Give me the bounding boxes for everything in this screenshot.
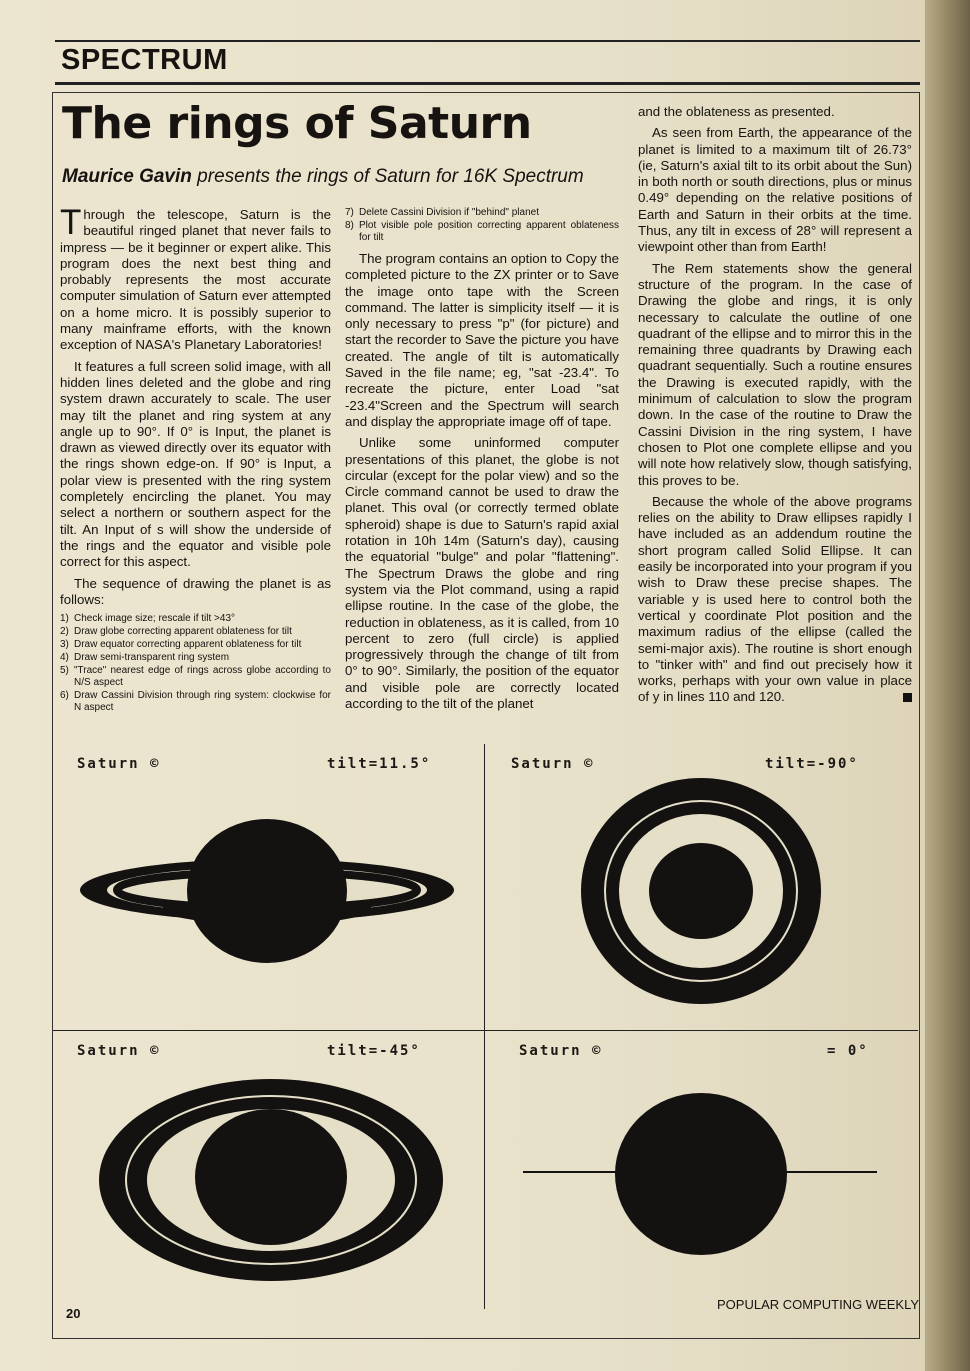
drawing-steps-list-continued: [345, 207, 619, 244]
section-header: [55, 40, 920, 85]
planet-globe: [615, 1093, 787, 1255]
step-number: 4): [60, 652, 69, 664]
step-text: Check image size; rescale if tilt >43°: [74, 613, 236, 625]
paragraph-text: hrough the telescope, Saturn is the beautiful ringed planet that never fails to impress — be it beginner or expert alike. This program does the next best thing and probably represents the most accurate computer simulation of Saturn ever attempted on a home micro. It is possibly superior to many mainframe efforts, with the known exception of NASA's Planetary Laboratories!: [60, 207, 331, 353]
list-item: [60, 613, 331, 625]
page-spine-shadow: [925, 0, 970, 1371]
article-column-1: [60, 203, 331, 715]
screen-label-tilt: = 0°: [827, 1043, 869, 1059]
screen-label-name: Saturn ©: [77, 756, 161, 772]
planet-globe: [649, 843, 753, 939]
list-item: [60, 639, 331, 651]
step-number: 1): [60, 613, 69, 625]
step-number: 2): [60, 626, 69, 638]
paragraph: The sequence of drawing the planet is as follows:: [60, 575, 331, 607]
byline-text: presents the rings of Saturn for 16K Spectrum: [191, 166, 584, 187]
screen-label-name: Saturn ©: [77, 1043, 161, 1059]
list-item: [345, 207, 619, 219]
planet-globe: [195, 1109, 347, 1245]
screenshot-tilt-minus-90: [485, 744, 915, 1029]
screen-label-tilt: tilt=-90°: [765, 756, 859, 772]
article-byline: [62, 166, 584, 188]
screenshot-tilt-11-5: [53, 744, 483, 1029]
paragraph: [60, 203, 331, 354]
paragraph: The program contains an option to Copy the completed picture to the ZX printer or to Save the image onto tape with the Screen command. The latter is simplicity itself — it is only necessary to press "p" (for picture) and start the recorder to Save the picture you have created. The angle of tilt is automatically Saved in the file name; eg, "sat -23.4". To recreate the picture, enter Load "sat -23.4"Screen and the Spectrum will search and display the appropriate image off of tape.: [345, 251, 619, 429]
paragraph-text: Because the whole of the above programs relies on the ability to Draw ellipses rapidly I have included as an addendum routine the short program called Solid Ellipse. It can easily be incorporated into your program if you wish to Draw these precise shapes. The variable y is used here to control both the vertical y coordinate Plot position and the maximum radius of the ellipse (called the semi-major axis). The routine is short enough to "tinker with" and find out precisely how it works, perhaps with your own value in place of y in lines 110 and 120.: [638, 493, 912, 705]
paragraph: [638, 494, 912, 706]
screen-label-name: Saturn ©: [519, 1043, 603, 1059]
step-number: 5): [60, 665, 69, 677]
paragraph: As seen from Earth, the appearance of the planet is limited to a maximum tilt of 26.73° (ie, Saturn's axial tilt to its orbit about the Sun) in both north or south directions, plus or minus 0.49° depending on the relative positions of Earth and Saturn in their orbits at the time. Thus, any tilt in excess of 28° will represent a viewpoint other than from Earth!: [638, 125, 912, 255]
article-column-2: [345, 207, 619, 717]
step-number: 3): [60, 639, 69, 651]
saturn-polar-image: [485, 744, 915, 1029]
list-item: [60, 652, 331, 664]
drawing-steps-list: [60, 613, 331, 714]
saturn-screenshots-grid: [53, 744, 918, 1309]
planet-globe: [187, 819, 347, 963]
saturn-tilted-45-image: [53, 1031, 483, 1309]
step-number: 6): [60, 690, 69, 702]
paragraph: and the oblateness as presented.: [638, 104, 835, 119]
step-text: Draw semi-transparent ring system: [74, 652, 230, 664]
end-of-article-square-icon: [903, 693, 912, 702]
step-text: Draw Cassini Division through ring system: clockwise for N aspect: [74, 690, 331, 714]
screen-label-tilt: tilt=11.5°: [327, 756, 432, 772]
step-number: 7): [345, 207, 354, 218]
section-title: SPECTRUM: [61, 44, 228, 76]
article-column-3: [638, 104, 912, 711]
step-text: Plot visible pole position correcting apparent oblateness for tilt: [359, 220, 619, 243]
list-item: [60, 690, 331, 714]
article-title: The rings of Saturn: [62, 98, 532, 149]
screen-label-tilt: tilt=-45°: [327, 1043, 421, 1059]
screenshot-tilt-0: [485, 1031, 915, 1316]
drop-cap: T: [60, 203, 82, 242]
paragraph: It features a full screen solid image, with all hidden lines deleted and the globe and ring system drawn accurately to scale. The user may tilt the planet and ring system at any angle up to 90°. If 0° is Input, the planet is drawn as viewed directly over its equator with the rings shown edge-on. If 90° is Input, a polar view is presented with the ring system completely encircling the planet. You may select a northern or southern aspect for the tilt. An Input of s will show the underside of the rings and the equator and visible pole correct for this aspect.: [60, 358, 331, 570]
saturn-tilted-image: [53, 744, 483, 1029]
list-item: [345, 220, 619, 244]
step-text: Draw globe correcting apparent oblateness for tilt: [74, 626, 292, 638]
publication-name: POPULAR COMPUTING WEEKLY: [717, 1297, 920, 1312]
page-number: 20: [66, 1306, 81, 1321]
author-name: Maurice Gavin: [62, 166, 192, 187]
screenshot-tilt-minus-45: [53, 1031, 483, 1316]
step-number: 8): [345, 220, 354, 231]
list-item: [60, 626, 331, 638]
saturn-edge-on-image: [485, 1031, 915, 1309]
step-text: Delete Cassini Division if "behind" planet: [359, 207, 539, 218]
step-text: Draw equator correcting apparent oblateness for tilt: [74, 639, 302, 651]
paragraph: The Rem statements show the general structure of the program. In the case of Drawing the globe and rings, it is only necessary to calculate the outline of one quadrant of the ellipse and to mirror this in the remaining three quadrants by Drawing each quadrant sequentially. Such a routine ensures the Drawing is executed rapidly, with the minimum of calculation to slow the program down. In the case of the routine to Draw the Cassini Division in the ring system, I have chosen to Plot one complete ellipse and you will note how relatively slow, though satisfying, this proves to be.: [638, 260, 912, 488]
list-item: [60, 665, 331, 689]
paragraph: Unlike some uninformed computer presentations of this planet, the globe is not circular (except for the polar view) and so the Circle command cannot be used to draw the planet. This oval (or correctly termed oblate spheroid) shape is due to Saturn's rapid axial rotation in 10h 14m (Saturn's day), causing the equatorial "bulge" and polar "flattening". The Spectrum Draws the globe and ring system via the Plot command, using a rapid ellipse routine. In the case of the globe, the reduction in oblateness, as it is called, from 10 percent to zero (full circle) is applied progressively through the change of tilt from 0° to 90°. Similarly, the position of the equator and visible pole are correctly located according to the tilt of the planet: [345, 435, 619, 712]
screen-label-name: Saturn ©: [511, 756, 595, 772]
step-text: "Trace" nearest edge of rings across globe according to N/S aspect: [74, 665, 331, 689]
